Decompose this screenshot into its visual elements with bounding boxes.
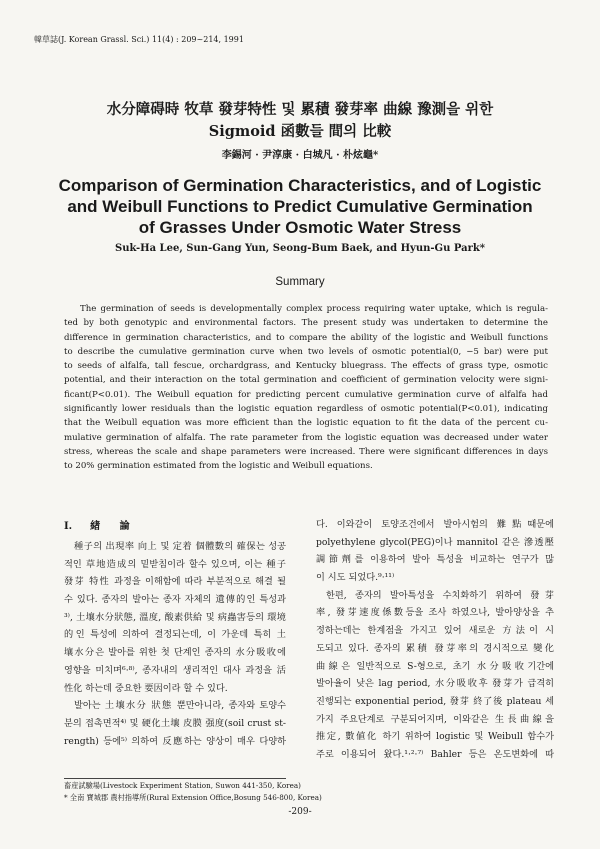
summary-line: to describe the cumulative germination curve when two levels of osmotic potential(0, −5 bar) were put — [64, 346, 548, 357]
body-line: 도되고 있다. 종자의 累積 發芽率의 경시적으로 變化 — [316, 642, 554, 654]
english-title-line-2: and Weibull Functions to Predict Cumulative Germination — [67, 197, 533, 216]
body-line: 推定, 數値化 하기 위하여 logistic 및 Weibull 함수가 — [316, 731, 554, 743]
body-line: 的인 특성에 의하여 결정되는데, 이 가운데 특히 土 — [64, 629, 286, 641]
body-line: rength) 등에⁵⁾ 의하여 反應하는 양상이 매우 다양하 — [64, 735, 286, 747]
summary-line: difference in germination characteristics, and to compare the ability of the logistic and Weibull functions — [64, 332, 548, 343]
korean-title-line-1: 水分障碍時 牧草 發芽特性 및 累積 發芽率 曲線 豫測을 위한 — [106, 101, 494, 118]
footnotes — [64, 780, 322, 803]
journal-citation: 韓草誌(J. Korean Grassl. Sci.) 11(4) : 209~214, 1991 — [34, 35, 244, 44]
english-title-line-1: Comparison of Germination Characteristics, and of Logistic — [58, 176, 542, 195]
summary-line: mulative germination of alfalfa. The rate parameter from the logistic equation was decreased under water — [64, 432, 548, 443]
body-line: 曲線은 일반적으로 S-형으로, 초기 水分吸收기간에 — [316, 660, 554, 672]
body-line: 壤水分은 발아를 위한 첫 단계인 종자의 水分吸收에 — [64, 647, 286, 659]
summary-line: potential, and their interaction on the total germination and coefficient of germination velocity were signi- — [64, 375, 548, 386]
body-column-right — [316, 516, 554, 764]
footnote-affiliation: * 全南 寶城郡 農村指導所(Rural Extension Office,Bosung 546-800, Korea) — [64, 792, 322, 802]
section-number: I. — [64, 521, 73, 532]
body-line: 영향을 미치며⁶·⁸⁾, 종자내의 생리적인 대사 과정을 活 — [64, 664, 286, 676]
body-line: 種子의 出現率 向上 및 定着 個體數의 確保는 성공 — [74, 541, 286, 552]
body-line: ³⁾, 土壤水分狀態, 溫度, 酸素供給 및 病蟲害등의 環境 — [64, 611, 286, 623]
body-line: 발아율이 낮은 lag period, 水分吸收후 發芽가 급격히 — [316, 678, 554, 690]
body-line: 性化 하는데 중요한 要因이라 할 수 있다. — [64, 682, 228, 694]
summary-line: significantly lower residuals than the logistic equation regardless of osmotic potential(P<0.01), indicating — [64, 404, 548, 415]
summary-line: to 20% germination estimated from the logistic and Weibull equations. — [64, 461, 373, 472]
body-line: 이 시도 되었다.⁹·¹¹⁾ — [316, 572, 395, 584]
body-line: 發芽 特性 과정을 이해함에 따라 부분적으로 해결 될 — [64, 576, 286, 588]
body-column-left — [64, 516, 286, 750]
body-line: 수 있다. 종자의 발아는 종자 자체의 遺傳的인 특성과 — [64, 594, 286, 606]
body-line: 調節劑를 이용하여 발아 특성을 비교하는 연구가 많 — [316, 554, 554, 566]
body-line: 率, 發芽速度係數등을 조사 하였으나, 발아양상을 추 — [316, 607, 554, 619]
english-title-line-3: of Grasses Under Osmotic Water Stress — [138, 218, 462, 237]
body-line: 진행되는 exponential period, 發芽 終了後 plateau 세 — [316, 695, 554, 707]
summary-line: that the Weibull equation was more efficient than the logistic equation to fit the data of the percent cu- — [64, 418, 548, 429]
body-line: 적인 草地造成의 밑받침이라 할수 있으며, 이는 種子 — [64, 558, 286, 570]
footnote-affiliation: 畜産試驗場(Livestock Experiment Station, Suwon 441-350, Korea) — [64, 781, 301, 790]
section-heading-introduction — [64, 516, 286, 538]
korean-authors: 李錫河 · 尹淳康 · 白城凡 · 朴炫龜* — [221, 150, 379, 161]
summary-abstract — [64, 302, 548, 474]
summary-line: The germination of seeds is developmentally complex process requiring water uptake, which is regula- — [80, 304, 548, 314]
body-line: 정하는데는 한계점을 가지고 있어 새로운 方法이 시 — [316, 625, 554, 637]
page-number: -209- — [288, 807, 312, 817]
body-line: 분의 접촉면적⁴⁾ 및 硬化土壤 皮膜 强度(soil crust st- — [64, 717, 286, 729]
body-line: 한편, 종자의 발아특성을 수치화하기 위하여 發芽 — [326, 589, 554, 601]
summary-line: ficant(P<0.01). The Weibull equation for predicting percent cumulative germination curve of alfalfa had — [64, 389, 548, 400]
summary-line: to seeds of alfalfa, tall fescue, orchardgrass, and Kentucky bluegrass. The effects of grass type, osmotic — [64, 361, 548, 372]
footnote-divider — [64, 778, 286, 779]
korean-title-line-2: Sigmoid 函數들 間의 比較 — [208, 123, 392, 140]
section-name: 緖 論 — [90, 521, 138, 532]
summary-line: stress, whereas the scale and shape parameters were increased. There were significant differences in days — [64, 446, 548, 457]
body-line: 다. 이와같이 토양조건에서 발아시험의 難點때문에 — [316, 519, 554, 530]
body-line: 가지 주요단계로 구분되어지며, 이와같은 生長曲線을 — [316, 713, 554, 725]
summary-line: ted by both genotypic and environmental factors. The present study was undertaken to determine the — [64, 318, 548, 329]
english-authors: Suk-Ha Lee, Sun-Gang Yun, Seong-Bum Baek, and Hyun-Gu Park* — [114, 243, 485, 254]
body-line: polyethylene glycol(PEG)이나 mannitol 같은 滲透壓 — [316, 536, 554, 548]
body-line: 발아는 土壤水分 狀態 뿐만아니라, 종자와 토양수 — [74, 700, 286, 712]
summary-heading: Summary — [275, 276, 325, 288]
body-line: 주로 이용되어 왔다.¹·²·⁷⁾ Bahler 등은 온도변화에 따 — [316, 748, 554, 760]
